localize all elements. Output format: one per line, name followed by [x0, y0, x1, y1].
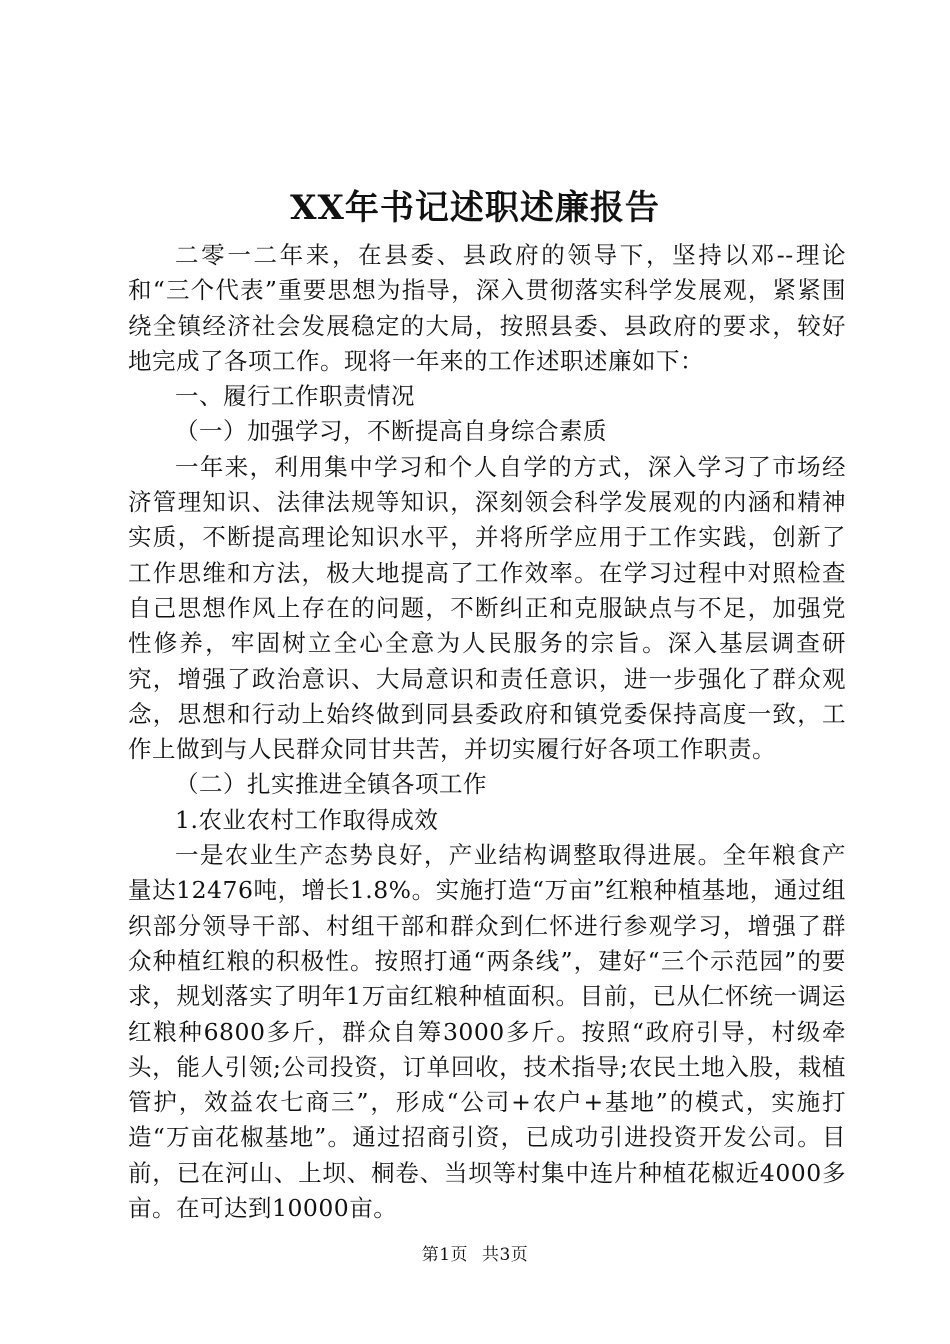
- page-footer: [0, 1243, 950, 1267]
- agriculture-paragraph: 一是农业生产态势良好，产业结构调整取得进展。全年粮食产量达12476吨，增长1.8%。实施打造“万亩”红粮种植基地，通过组织部分领导干部、村组干部和群众到仁怀进行参观学习，增强了群众种植红粮的积极性。按照打通“两条线”，建好“三个示范园”的要求，规划落实了明年1万亩红粮种植面积。目前，已从仁怀统一调运红粮种6800多斤，群众自筹3000多斤。按照“政府引导，村级牵头，能人引领;公司投资，订单回收，技术指导;农民土地入股，栽植管护，效益农七商三”，形成“公司+农户+基地”的模式，实施打造“万亩花椒基地”。通过招商引资，已成功引进投资开发公司。目前，已在河山、上坝、桐卷、当坝等村集中连片种植花椒近4000多亩。在可达到10000亩。: [128, 841, 846, 1223]
- section-heading-1: 一、履行工作职责情况: [175, 382, 415, 411]
- subsection-heading-1: （一）加强学习，不断提高自身综合素质: [175, 417, 607, 446]
- document-body: [128, 238, 846, 1226]
- page-total: 共3页: [481, 1245, 529, 1265]
- page-number: 第1页: [421, 1245, 469, 1265]
- item-heading-1: 1.农业农村工作取得成效: [175, 805, 439, 834]
- subsection-heading-2: （二）扎实推进全镇各项工作: [175, 770, 487, 799]
- document-title: XX年书记述职述廉报告: [290, 188, 660, 228]
- study-paragraph: 一年来，利用集中学习和个人自学的方式，深入学习了市场经济管理知识、法律法规等知识，深刻领会科学发展观的内涵和精神实质，不断提高理论知识水平，并将所学应用于工作实践，创新了工作思维和方法，极大地提高了工作效率。在学习过程中对照检查自己思想作风上存在的问题，不断纠正和克服缺点与不足，加强党性修养，牢固树立全心全意为人民服务的宗旨。深入基层调查研究，增强了政治意识、大局意识和责任意识，进一步强化了群众观念，思想和行动上始终做到同县委政府和镇党委保持高度一致，工作上做到与人民群众同甘共苦，并切实履行好各项工作职责。: [128, 452, 846, 764]
- intro-paragraph: 二零一二年来，在县委、县政府的领导下，坚持以邓--理论和“三个代表”重要思想为指导，深入贯彻落实科学发展观，紧紧围绕全镇经济社会发展稳定的大局，按照县委、县政府的要求，较好地完成了各项工作。现将一年来的工作述职述廉如下：: [128, 241, 846, 375]
